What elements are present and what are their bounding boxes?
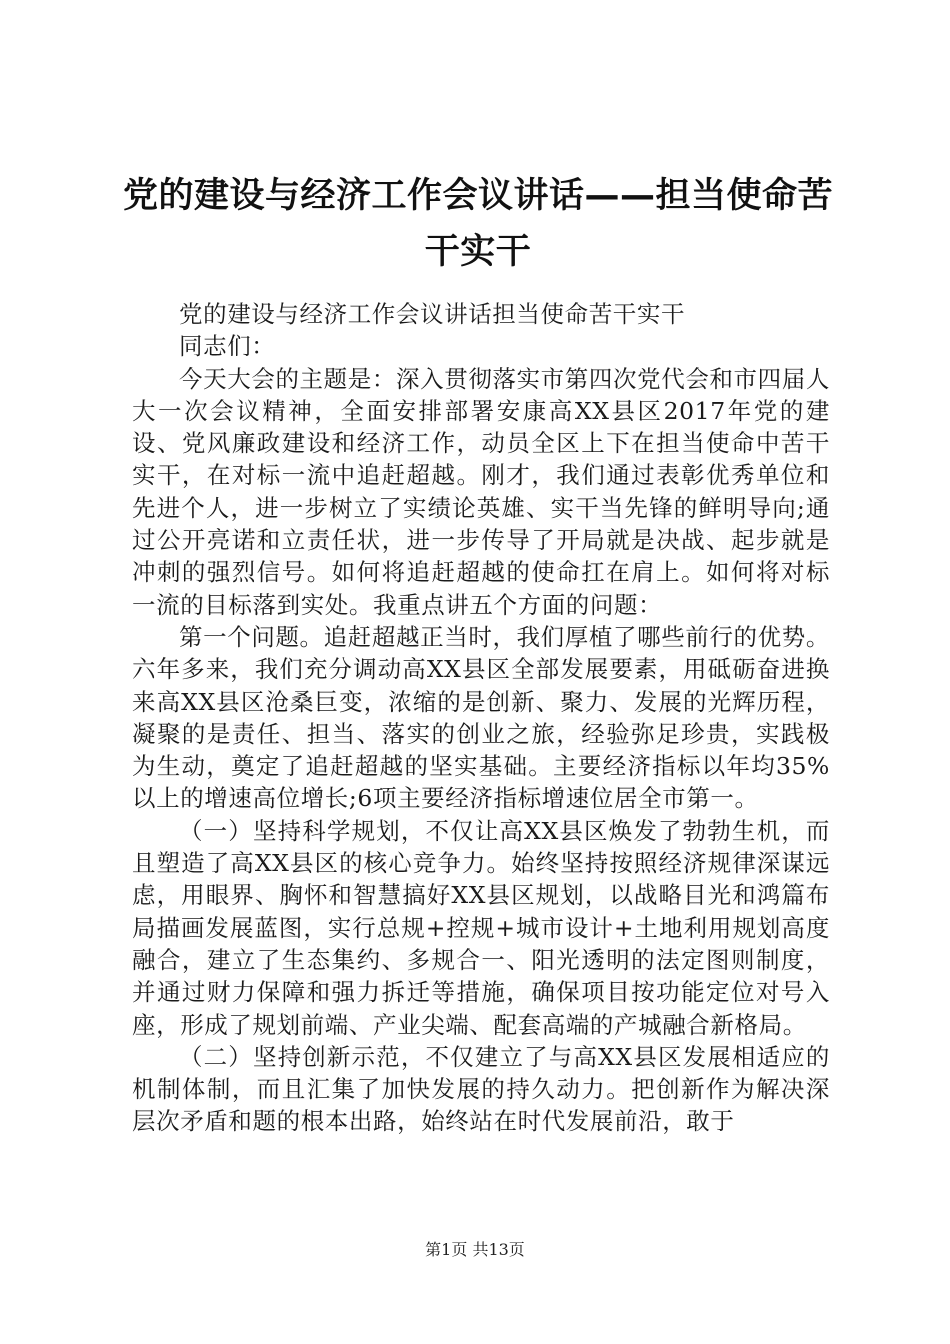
body-paragraph: （二）坚持创新示范，不仅建立了与高XX县区发展相适应的机制体制，而且汇集了加快发展的持久动力。把创新作为解决深层次矛盾和题的根本出路，始终站在时代发展前沿，敢于: [132, 1042, 830, 1136]
subtitle-paragraph: 党的建设与经济工作会议讲话担当使命苦干实干: [179, 300, 686, 328]
document-title-line-1: 党的建设与经济工作会议讲话——担当使命苦: [122, 176, 833, 216]
document-title: [120, 168, 836, 280]
document-title-line-2: 干实干: [424, 232, 532, 272]
body-paragraph: （一）坚持科学规划，不仅让高XX县区焕发了勃勃生机，而且塑造了高XX县区的核心竞争力。始终坚持按照经济规律深谋远虑，用眼界、胸怀和智慧搞好XX县区规划，以战略目光和鸿篇布局描画发展蓝图，实行总规+控规+城市设计+土地利用规划高度融合，建立了生态集约、多规合一、阳光透明的法定图则制度，并通过财力保障和强力拆迁等措施，确保项目按功能定位对号入座，形成了规划前端、产业尖端、配套高端的产城融合新格局。: [132, 816, 830, 1039]
document-body: [132, 298, 830, 1138]
body-paragraph: 今天大会的主题是：深入贯彻落实市第四次党代会和市四届人大一次会议精神，全面安排部署安康高XX县区2017年党的建设、党风廉政建设和经济工作，动员全区上下在担当使命中苦干实干，在对标一流中追赶超越。刚才，我们通过表彰优秀单位和先进个人，进一步树立了实绩论英雄、实干当先锋的鲜明导向;通过公开亮诺和立责任状，进一步传导了开局就是决战、起步就是冲刺的强烈信号。如何将追赶超越的使命扛在肩上。如何将对标一流的目标落到实处。我重点讲五个方面的问题：: [132, 364, 830, 619]
page-number-footer: 第1页 共13页: [425, 1240, 525, 1259]
salutation-paragraph: 同志们：: [179, 332, 276, 361]
body-paragraph: 第一个问题。追赶超越正当时，我们厚植了哪些前行的优势。六年多来，我们充分调动高XX县区全部发展要素，用砥砺奋进换来高XX县区沧桑巨变，浓缩的是创新、聚力、发展的光辉历程，凝聚的是责任、担当、落实的创业之旅，经验弥足珍贵，实践极为生动，奠定了追赶超越的坚实基础。主要经济指标以年均35%以上的增速高位增长;6项主要经济指标增速位居全市第一。: [132, 622, 830, 813]
